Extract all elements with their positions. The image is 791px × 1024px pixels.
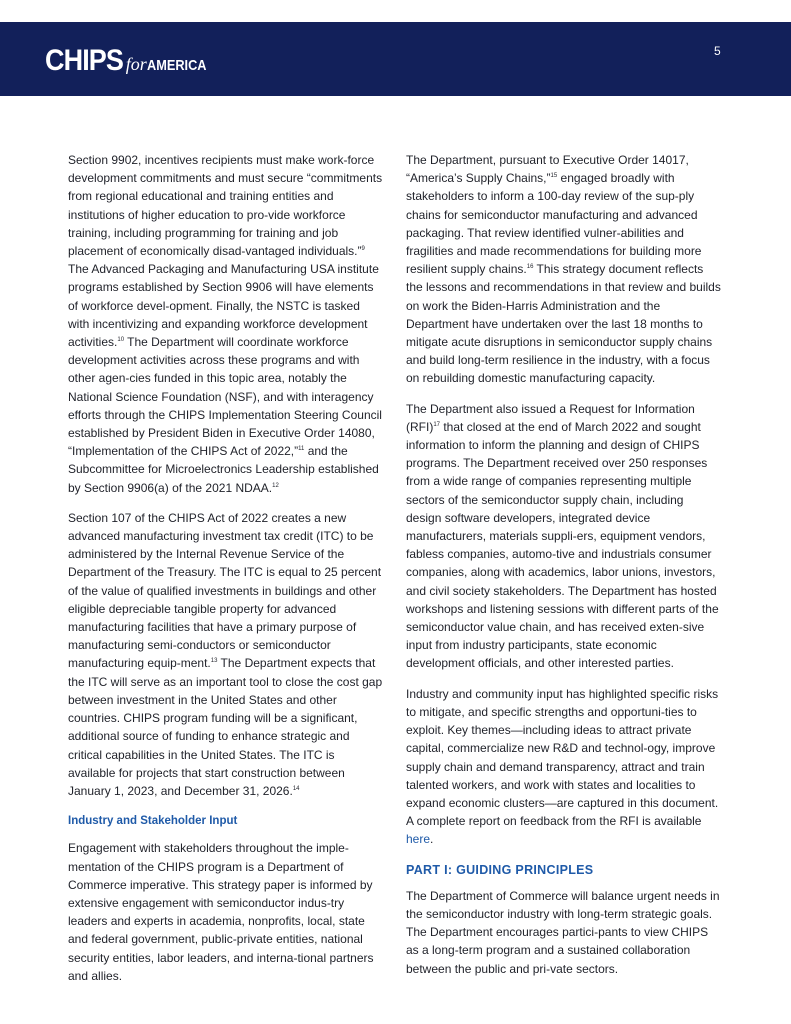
text: engaged broadly with stakeholders to inform a 100-day review of the sup-ply chains for semiconductor manufacturing and advanced packaging. That review identified vulner-abilities and fragilities and made recommendations for building more resilient supply chains. — [406, 171, 702, 277]
left-column — [68, 151, 384, 997]
logo-america-text: AMERICA — [146, 57, 207, 74]
footnote-ref-10[interactable]: 10 — [117, 337, 125, 344]
part-heading: PART I: GUIDING PRINCIPLES — [406, 862, 594, 877]
text: The Department will coordinate workforce development activities across these programs and with other agen-cies funded in this topic area, notably the National Science Foundation (NSF), and with interagency efforts through the CHIPS Implementation Steering Council established by President Biden in Executive Order 14080, “Implementation of the CHIPS Act of 2022,” — [68, 335, 382, 459]
logo-chips-text: CHIPS — [45, 44, 124, 77]
paragraph-rfi — [406, 400, 722, 673]
text: and the Subcommittee for Microelectronics Leadership established by Section 9906(a) of the 2021 NDAA. — [68, 444, 379, 495]
chips-for-america-logo — [45, 44, 217, 78]
text: The Department also issued a Request for Information (RFI) — [406, 401, 695, 434]
footnote-ref-16[interactable]: 16 — [526, 264, 534, 271]
paragraph-industry-input — [406, 685, 722, 849]
paragraph-guiding-principles: The Department of Commerce will balance urgent needs in the semiconductor industry with long-term strategic goals. The Department encourages partici-pants to view CHIPS as a long-term program and a sustained collaboration between the public and pri-vate sectors. — [406, 888, 720, 976]
page-header — [0, 22, 791, 96]
footnote-ref-14[interactable]: 14 — [292, 785, 300, 792]
footnote-ref-15[interactable]: 15 — [550, 173, 558, 180]
right-column — [406, 151, 722, 990]
page-number: 5 — [714, 44, 721, 58]
paragraph-supply-chain-review — [406, 151, 722, 388]
footnote-ref-9[interactable]: 9 — [361, 246, 365, 253]
text: that closed at the end of March 2022 and sought information to inform the planning and design of CHIPS programs. The Department received over 250 responses from a wide range of companies representing multiple sectors of the semiconductor supply chain, including design software developers, integrated device manufacturers, materials suppli-ers, equipment vendors, fabless companies, automo-tive and industrials consumer companies, along with academics, labor unions, investors, and civil society stakeholders. The Department has hosted workshops and listening sessions with different parts of the semiconductor value chain, and has received exten-sive input from industry participants, state economic development officials, and other interested parties. — [406, 419, 719, 671]
footnote-ref-11[interactable]: 11 — [298, 446, 305, 453]
text: This strategy document reflects the lessons and recommendations in that review and builds on work the Biden-Harris Administration and the Department have undertaken over the last 18 months to mitigate acute disruptions in semiconductor supply chains and build long-term resilience in the industry, with a focus on rebuilding domestic manufacturing capacity. — [406, 262, 721, 386]
footnote-ref-13[interactable]: 13 — [210, 658, 218, 665]
logo-for-text: for — [125, 54, 147, 74]
section-subheading: Industry and Stakeholder Input — [68, 815, 238, 828]
paragraph-tax-credit — [68, 509, 384, 800]
footnote-ref-12[interactable]: 12 — [272, 482, 279, 489]
text: Section 9902, incentives recipients must make work-force development commitments and must secure “commitments from regional educational and training entities and institutions of higher education to pro-vide workforce training, including programming for training and job placement of economically disad-vantaged individuals.” — [68, 153, 383, 259]
text: . — [430, 832, 434, 847]
rfi-report-link[interactable]: here — [406, 832, 431, 847]
paragraph-stakeholder-engagement: Engagement with stakeholders throughout the imple-mentation of the CHIPS program is a Department of Commerce imperative. This strategy paper is informed by extensive engagement with semiconductor indus-try leaders and experts in academia, nonprofits, local, state and federal government, public-private entities, national security entities, labor leaders, and interna-tional partners and allies. — [68, 841, 374, 983]
text: The Department, pursuant to Executive Order 14017, “America’s Supply Chains,” — [406, 153, 689, 186]
text: Section 107 of the CHIPS Act of 2022 creates a new advanced manufacturing investment tax credit (ITC) to be administered by the Internal Revenue Service of the Department of the Treasury. The ITC is equal to 25 percent of the value of qualified investments in buildings and other eligible depreciable tangible property for advanced manufacturing facilities that have a primary purpose of manufacturing semi-conductors or semiconductor manufacturing equip-ment. — [68, 510, 382, 671]
paragraph-workforce-commitments — [68, 151, 384, 497]
text: The Advanced Packaging and Manufacturing USA institute programs established by Section 9906 will have elements of workforce devel-opment. Finally, the NSTC is tasked with incentivizing and expanding workforce development activities. — [68, 262, 379, 350]
text: Industry and community input has highlighted specific risks to mitigate, and specific strengths and opportuni-ties to exploit. Key themes—including ideas to attract private capital, commercialize new R&D and technol-ogy, improve supply chain and demand transparency, attract and train talented workers, and work with states and localities to expand economic clusters—are captured in this document. A complete report on feedback from the RFI is available — [406, 686, 719, 829]
text: The Department expects that the ITC will serve as an important tool to close the cost gap between investment in the United States and other countries. CHIPS program funding will be a significant, additional source of funding to enhance strategic and critical capabilities in the United States. The ITC is available for projects that start construction between January 1, 2023, and December 31, 2026. — [68, 656, 383, 798]
footnote-ref-17[interactable]: 17 — [433, 421, 441, 428]
